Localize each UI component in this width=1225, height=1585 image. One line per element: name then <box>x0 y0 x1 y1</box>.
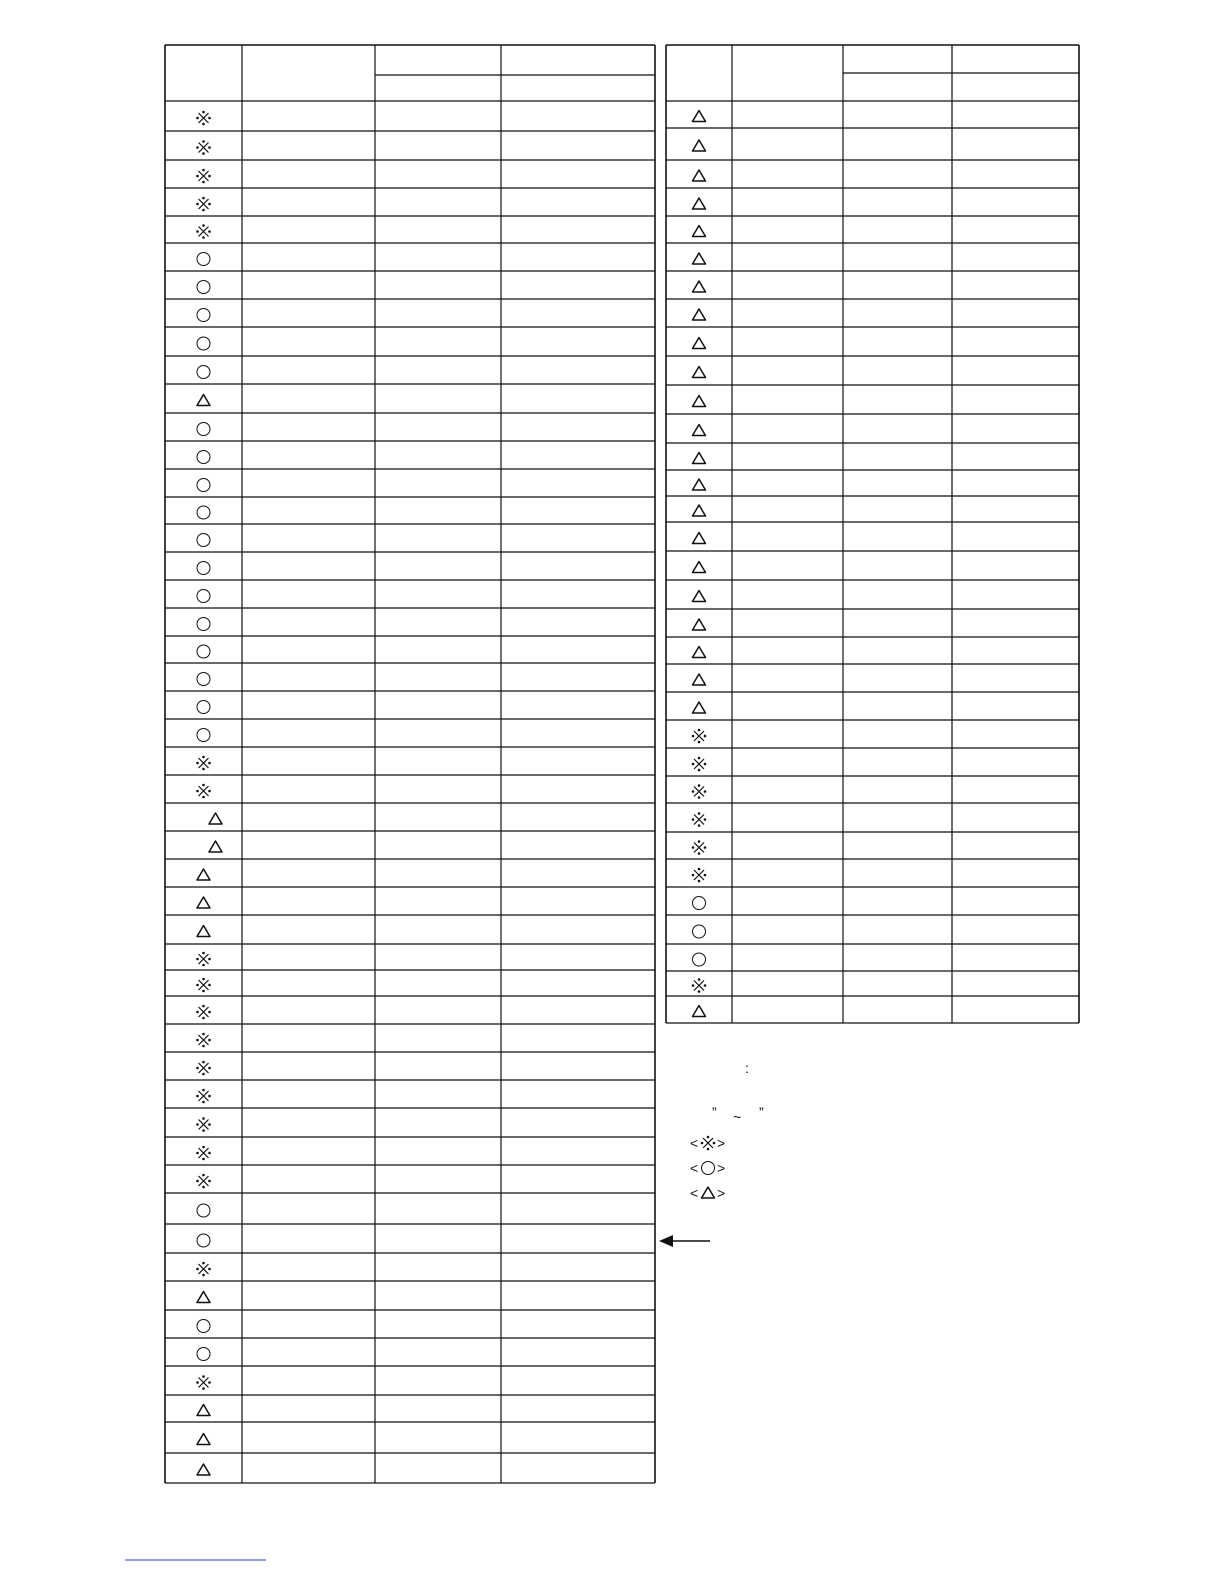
circle-mark-icon <box>197 729 210 742</box>
triangle-mark-icon <box>197 1464 210 1475</box>
note-quote-open: ” <box>712 1104 717 1120</box>
left-arrow-icon <box>659 1235 710 1247</box>
asterism-mark-icon <box>196 756 211 771</box>
asterism-mark-icon <box>196 224 211 239</box>
triangle-mark-icon <box>693 533 706 544</box>
table-row <box>165 413 655 441</box>
table-row <box>165 1137 655 1165</box>
asterism-mark-icon <box>196 1033 211 1048</box>
table-row <box>165 1395 655 1422</box>
table-row <box>666 522 1079 551</box>
triangle-mark-icon <box>197 897 210 908</box>
table-row <box>666 414 1079 443</box>
table-row <box>165 1024 655 1052</box>
table-row <box>666 496 1079 522</box>
table-row <box>666 580 1079 609</box>
triangle-mark-icon <box>693 226 706 237</box>
triangle-mark-icon <box>693 396 706 407</box>
note-colon: : <box>745 1060 749 1076</box>
asterism-mark-icon <box>692 978 707 993</box>
triangle-mark-icon <box>197 926 210 937</box>
circle-mark-icon <box>197 673 210 686</box>
legend <box>701 1136 716 1198</box>
asterism-mark-icon <box>196 1117 211 1132</box>
table-row <box>666 996 1079 1023</box>
circle-mark-icon <box>702 1162 715 1175</box>
table-row <box>666 915 1079 944</box>
circle-mark-icon <box>197 618 210 631</box>
table-row <box>165 469 655 497</box>
circle-mark-icon <box>693 897 706 910</box>
table-row <box>666 327 1079 356</box>
circle-mark-icon <box>197 701 210 714</box>
table-row <box>165 803 655 831</box>
table-row <box>666 243 1079 271</box>
circle-mark-icon <box>197 1234 210 1247</box>
left-table <box>165 45 655 1483</box>
asterism-mark-icon <box>196 1375 211 1390</box>
triangle-mark-icon <box>209 841 222 852</box>
circle-mark-icon <box>197 479 210 492</box>
table-row <box>666 216 1079 243</box>
table-row <box>165 944 655 970</box>
table-row <box>165 1193 655 1224</box>
table-row <box>666 637 1079 664</box>
table-row <box>666 748 1079 776</box>
circle-mark-icon <box>197 562 210 575</box>
asterism-mark-icon <box>196 1005 211 1020</box>
table-row <box>165 1453 655 1483</box>
triangle-mark-icon <box>197 1405 210 1416</box>
table-row <box>666 971 1079 996</box>
table-row <box>666 720 1079 748</box>
table-row <box>666 188 1079 216</box>
asterism-mark-icon <box>196 197 211 212</box>
triangle-mark-icon <box>693 338 706 349</box>
asterism-mark-icon <box>196 111 211 126</box>
table-row <box>666 944 1079 971</box>
asterism-mark-icon <box>692 840 707 855</box>
triangle-mark-icon <box>693 453 706 464</box>
triangle-mark-icon <box>693 505 706 516</box>
table-row <box>165 524 655 552</box>
triangle-mark-icon <box>693 647 706 658</box>
triangle-mark-icon <box>197 395 210 406</box>
triangle-mark-icon <box>693 170 706 181</box>
table-row <box>165 1165 655 1193</box>
table-row <box>666 551 1079 580</box>
triangle-mark-icon <box>702 1187 715 1198</box>
asterism-mark-icon <box>196 140 211 155</box>
table-row <box>666 385 1079 414</box>
table-row <box>666 160 1079 188</box>
table-row <box>666 443 1079 470</box>
circle-mark-icon <box>197 253 210 266</box>
table-row <box>165 747 655 775</box>
table-row <box>165 1338 655 1366</box>
legend-bracket-close: > <box>717 1160 726 1176</box>
table-row <box>165 101 655 131</box>
table-row <box>165 996 655 1024</box>
table-row <box>165 497 655 524</box>
triangle-mark-icon <box>209 813 222 824</box>
table-row <box>165 915 655 944</box>
circle-mark-icon <box>197 309 210 322</box>
triangle-mark-icon <box>693 281 706 292</box>
circle-mark-icon <box>197 1348 210 1361</box>
asterism-mark-icon <box>196 978 211 993</box>
table-row <box>666 609 1079 637</box>
table-header <box>666 45 1079 101</box>
table-row <box>666 832 1079 859</box>
table-row <box>666 356 1079 385</box>
table-row <box>666 299 1079 327</box>
table-row <box>165 663 655 691</box>
asterism-mark-icon <box>692 757 707 772</box>
table-row <box>165 1253 655 1281</box>
table-row <box>666 776 1079 803</box>
table-row <box>165 1366 655 1395</box>
triangle-mark-icon <box>693 253 706 264</box>
table-row <box>165 271 655 299</box>
table-row <box>165 1108 655 1137</box>
table-row <box>666 887 1079 915</box>
asterism-mark-icon <box>196 1262 211 1277</box>
table-row <box>165 719 655 747</box>
circle-mark-icon <box>197 423 210 436</box>
asterism-mark-icon <box>196 169 211 184</box>
circle-mark-icon <box>197 1320 210 1333</box>
table-row <box>165 1422 655 1453</box>
triangle-mark-icon <box>693 479 706 490</box>
circle-mark-icon <box>197 534 210 547</box>
triangle-mark-icon <box>693 674 706 685</box>
table-row <box>165 580 655 608</box>
table-row <box>666 859 1079 887</box>
circle-mark-icon <box>197 281 210 294</box>
table-row <box>165 608 655 636</box>
asterism-mark-icon <box>196 1174 211 1189</box>
asterism-mark-icon <box>196 1061 211 1076</box>
table-row <box>666 101 1079 128</box>
asterism-mark-icon <box>196 1089 211 1104</box>
asterism-mark-icon <box>701 1136 716 1151</box>
table-row <box>165 441 655 469</box>
asterism-mark-icon <box>692 729 707 744</box>
circle-mark-icon <box>197 506 210 519</box>
note-quote-close: ” <box>759 1104 764 1120</box>
triangle-mark-icon <box>693 591 706 602</box>
asterism-mark-icon <box>692 784 707 799</box>
triangle-mark-icon <box>693 562 706 573</box>
table-row <box>165 243 655 271</box>
table-row <box>165 327 655 356</box>
table-row <box>165 188 655 216</box>
triangle-mark-icon <box>693 619 706 630</box>
triangle-mark-icon <box>693 702 706 713</box>
legend-bracket-close: > <box>717 1135 726 1151</box>
circle-mark-icon <box>197 451 210 464</box>
legend-bracket-open: < <box>690 1160 699 1176</box>
table-row <box>165 1080 655 1108</box>
table-row <box>165 216 655 243</box>
table-row <box>165 970 655 996</box>
circle-mark-icon <box>197 1204 210 1217</box>
table-row <box>165 160 655 188</box>
table-row <box>165 131 655 160</box>
circle-mark-icon <box>693 925 706 938</box>
table-row <box>165 552 655 580</box>
circle-mark-icon <box>693 953 706 966</box>
table-row <box>165 887 655 915</box>
asterism-mark-icon <box>196 1146 211 1161</box>
table-row <box>666 692 1079 720</box>
legend-bracket-open: < <box>690 1185 699 1201</box>
note-tilde: ~ <box>733 1109 742 1125</box>
triangle-mark-icon <box>197 869 210 880</box>
table-row <box>165 691 655 719</box>
triangle-mark-icon <box>693 309 706 320</box>
table-row <box>165 1052 655 1080</box>
triangle-mark-icon <box>693 111 706 122</box>
table-row <box>165 1281 655 1310</box>
table-row <box>165 859 655 887</box>
table-row <box>666 271 1079 299</box>
triangle-mark-icon <box>693 367 706 378</box>
table-row <box>666 128 1079 160</box>
table-row <box>165 384 655 413</box>
asterism-mark-icon <box>196 952 211 967</box>
table-row <box>165 299 655 327</box>
circle-mark-icon <box>197 366 210 379</box>
asterism-mark-icon <box>692 812 707 827</box>
table-row <box>666 803 1079 832</box>
table-row <box>165 1310 655 1338</box>
triangle-mark-icon <box>197 1434 210 1445</box>
circle-mark-icon <box>197 645 210 658</box>
asterism-mark-icon <box>692 868 707 883</box>
circle-mark-icon <box>197 337 210 350</box>
table-row <box>666 664 1079 692</box>
triangle-mark-icon <box>693 140 706 151</box>
triangle-mark-icon <box>693 1006 706 1017</box>
asterism-mark-icon <box>196 784 211 799</box>
legend-bracket-open: < <box>690 1135 699 1151</box>
circle-mark-icon <box>197 590 210 603</box>
legend-bracket-close: > <box>717 1185 726 1201</box>
table-header <box>165 45 655 101</box>
table-row <box>165 775 655 803</box>
triangle-mark-icon <box>693 425 706 436</box>
table-row <box>666 470 1079 496</box>
table-row <box>165 356 655 384</box>
table-row <box>165 831 655 859</box>
triangle-mark-icon <box>197 1292 210 1303</box>
table-row <box>165 1224 655 1253</box>
right-table <box>666 45 1079 1023</box>
triangle-mark-icon <box>693 198 706 209</box>
table-row <box>165 636 655 663</box>
